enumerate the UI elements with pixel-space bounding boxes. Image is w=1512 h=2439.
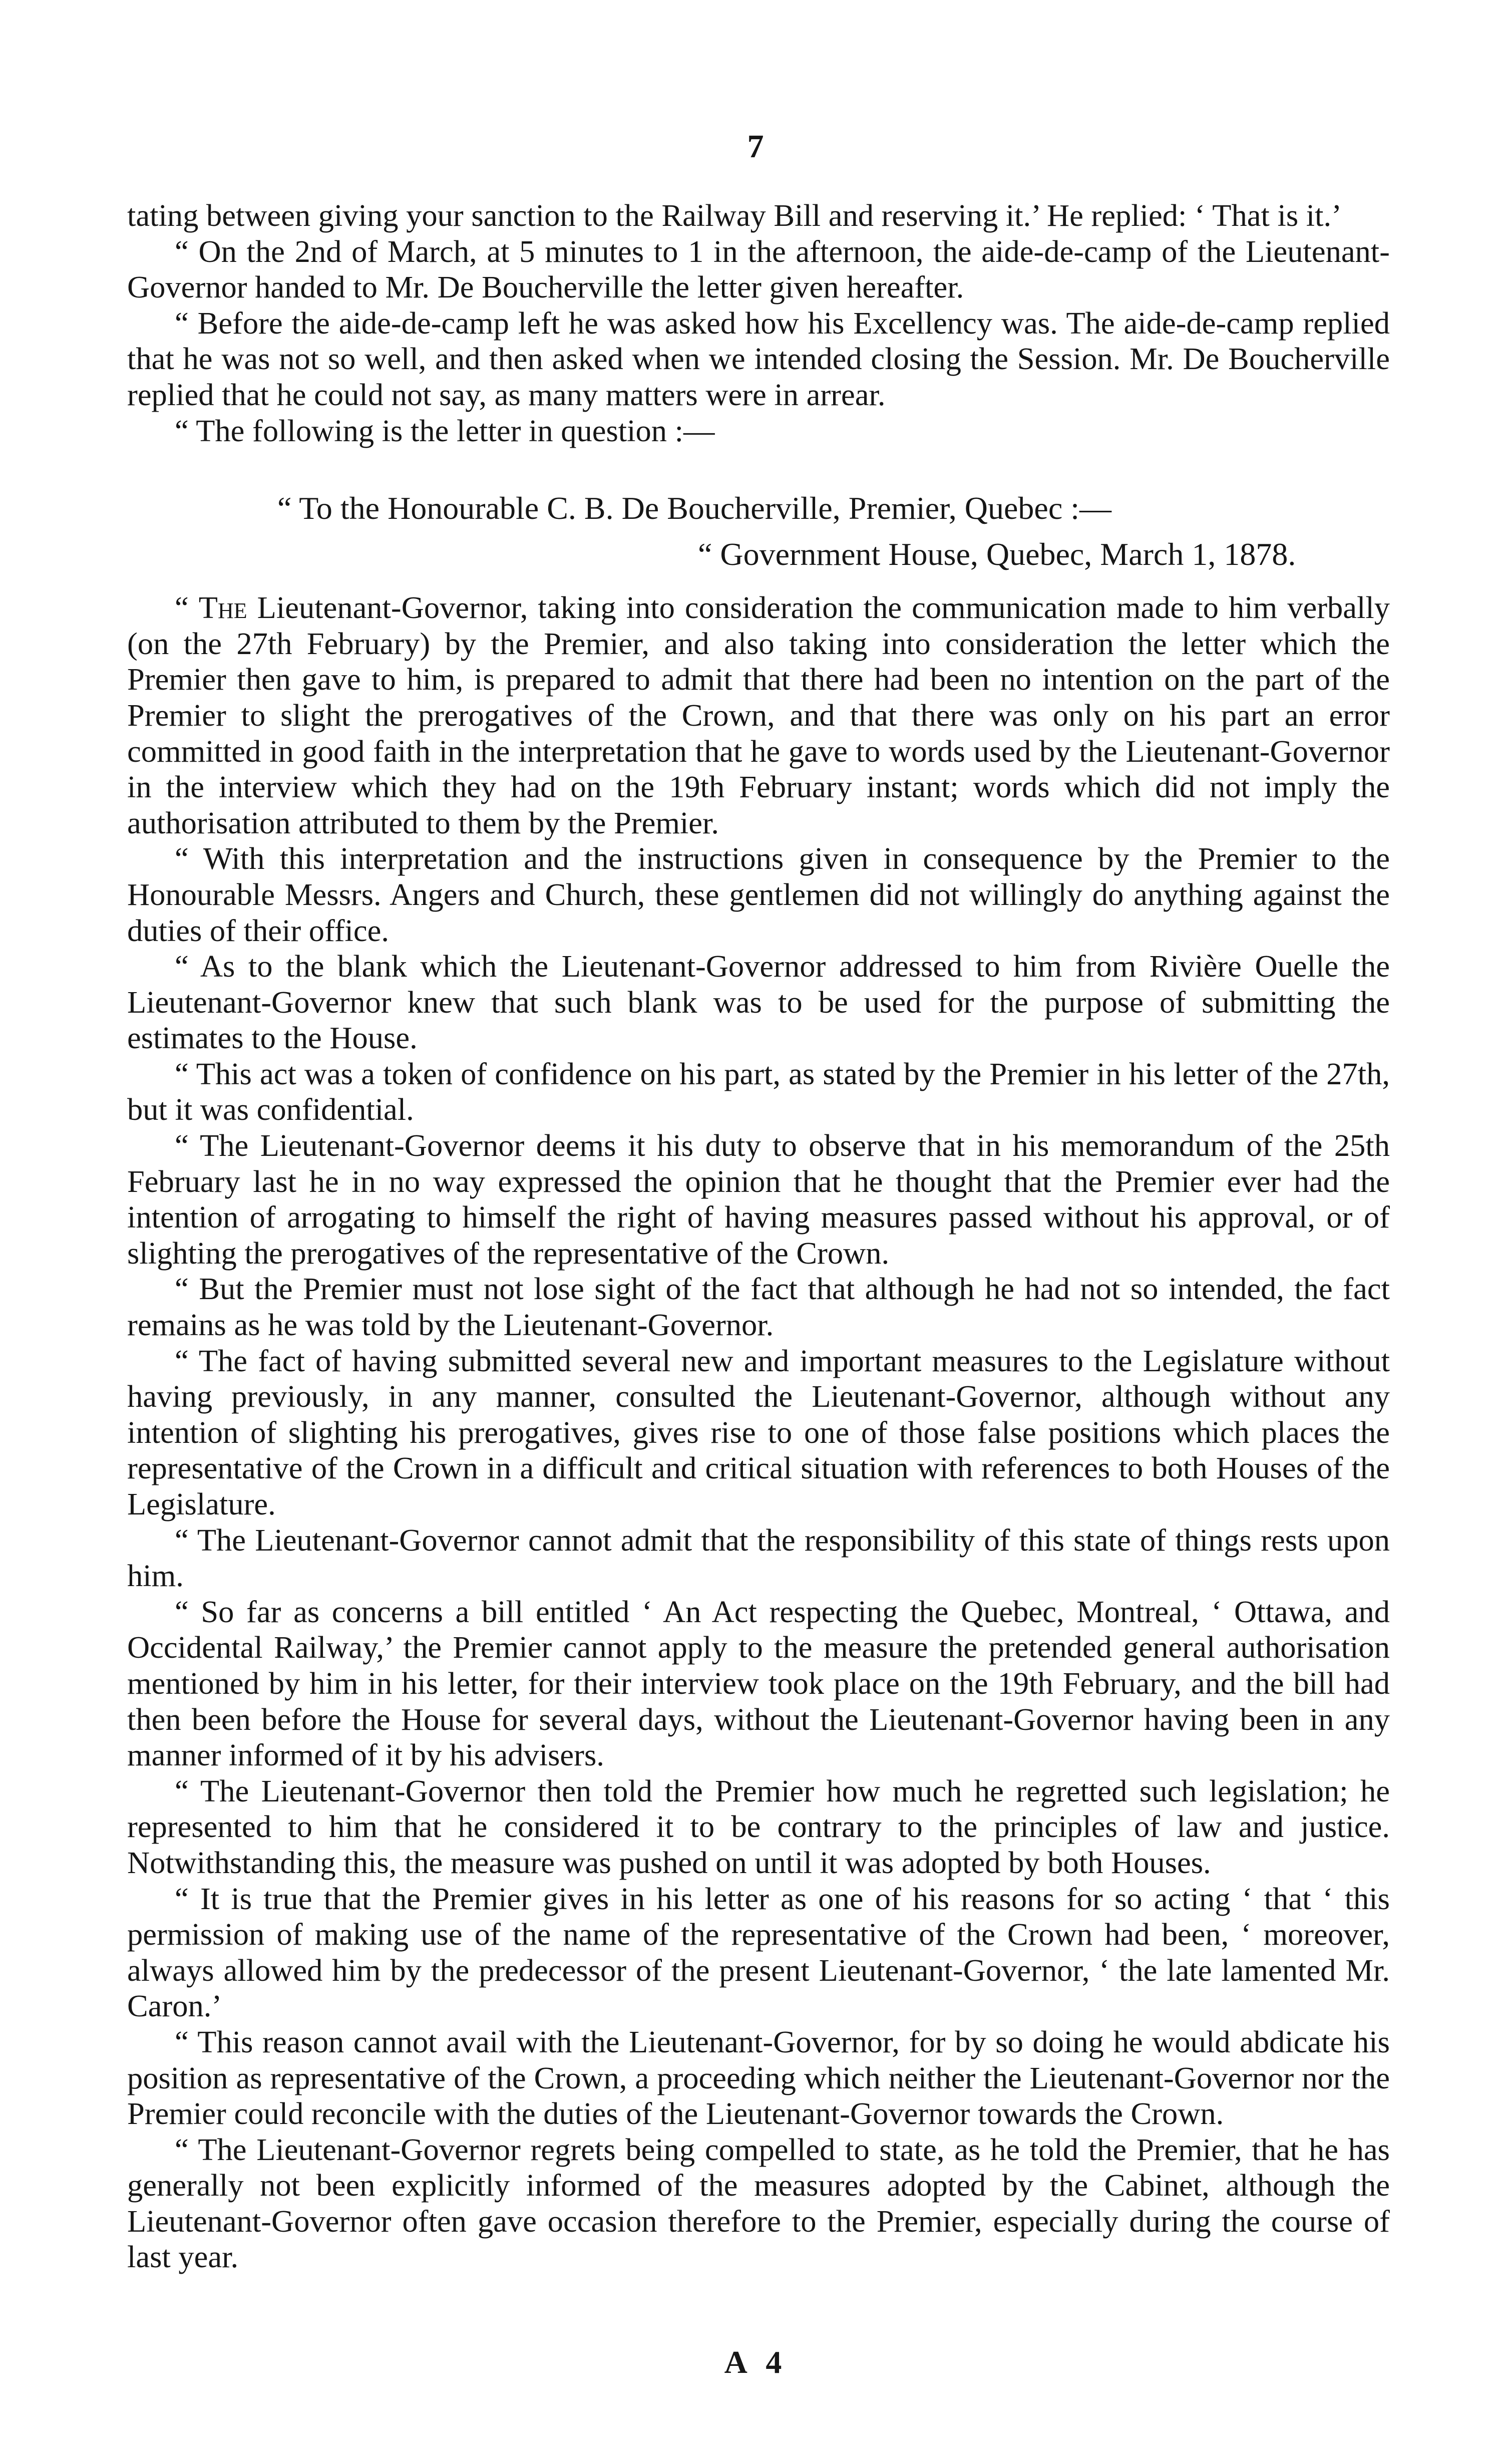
paragraph-continuation: tating between giving your sanction to the Railway Bill and reserving it.’ He replied: ‘ That is it.’ <box>127 198 1342 233</box>
letter-paragraph: “ The Lieutenant-Governor regrets being compelled to state, as he told the Premier, that he has generally not been explicitly informed of the measures adopted by the Cabinet, although the Lieutenant-Governor often gave occasion therefore to the Premier, especially during the course of last year. <box>127 2131 1390 2275</box>
letter-opening-paragraph <box>127 590 1390 841</box>
paragraph-aide-de-camp-arrival: “ On the 2nd of March, at 5 minutes to 1 in the afternoon, the aide-de-camp of the Lieutenant-Governor handed to Mr. De Boucherville the letter given hereafter. <box>127 233 1390 305</box>
letter-address: “ To the Honourable C. B. De Boucherville, Premier, Quebec :— <box>277 490 1111 526</box>
letter-paragraph: “ The Lieutenant-Governor then told the Premier how much he regretted such legislation; he represented to him that he considered it to be contrary to the principles of law and justice. Notwithstanding this, the measure was pushed on until it was adopted by both Houses. <box>127 1773 1390 1880</box>
letter-paragraph: “ With this interpretation and the instructions given in consequence by the Premier to the Honourable Messrs. Angers and Church, these gentlemen did not willingly do anything against the duties of their office. <box>127 841 1390 948</box>
letter-paragraph: “ It is true that the Premier gives in his letter as one of his reasons for so acting ‘ that ‘ this permission of making use of the name of the representative of the Crown had been, ‘ moreover, always allowed him by the predecessor of the present Lieutenant-Governor, ‘ the late lamented Mr. Caron.’ <box>127 1881 1390 2024</box>
letter-paragraph: “ As to the blank which the Lieutenant-Governor addressed to him from Rivière Ouelle the Lieutenant-Governor knew that such blank was to be used for the purpose of submitting the estimates to the House. <box>127 949 1390 1056</box>
letter-paragraph: “ The Lieutenant-Governor deems it his duty to observe that in his memorandum of the 25th February last he in no way expressed the opinion that he thought that the Premier ever had the intention of arrogating to himself the right of having measures passed without his approval, or of slighting the prerogatives of the representative of the Crown. <box>127 1128 1390 1271</box>
letter-paragraph: “ This reason cannot avail with the Lieutenant-Governor, for by so doing he would abdicate his position as representative of the Crown, a proceeding which neither the Lieutenant-Governor nor the Premier could reconcile with the duties of the Lieutenant-Governor towards the Crown. <box>127 2024 1390 2131</box>
letter-paragraph: “ The Lieutenant-Governor cannot admit that the responsibility of this state of things rests upon him. <box>127 1522 1390 1594</box>
letter-paragraph: “ So far as concerns a bill entitled ‘ An Act respecting the Quebec, Montreal, ‘ Ottawa, and Occidental Railway,’ the Premier cannot apply to the measure the pretended general authorisation mentioned by him in his letter, for their interview took place on the 19th February, and the bill had then been before the House for several days, without the Lieutenant-Governor having been in any manner informed of it by his advisers. <box>127 1594 1390 1773</box>
printer-signature-mark: A 4 <box>724 2344 788 2380</box>
opening-word: The <box>198 590 247 626</box>
paragraph-letter-intro: “ The following is the letter in question :— <box>175 413 715 448</box>
letter-paragraph: “ But the Premier must not lose sight of the fact that although he had not so intended, the fact remains as he was told by the Lieutenant-Governor. <box>127 1271 1390 1343</box>
page-number: 7 <box>747 128 765 165</box>
letter-paragraph: “ The fact of having submitted several new and important measures to the Legislature without having previously, in any manner, consulted the Lieutenant-Governor, although without any intention of slighting his prerogatives, gives rise to one of those false positions which places the representative of the Crown in a difficult and critical situation with references to both Houses of the Legislature. <box>127 1343 1390 1521</box>
letter-dateline: “ Government House, Quebec, March 1, 1878. <box>698 536 1296 572</box>
opening-text: Lieutenant-Governor, taking into consideration the communication made to him verbally (on the 27th February) by the Premier, and also taking into consideration the letter which the Premier then gave to him, is prepared to admit that there had been no intention on the part of the Premier to slight the prerogatives of the Crown, and that there was only on his part an error committed in good faith in the interpretation that he gave to words used by the Lieutenant-Governor in the interview which they had on the 19th February instant; words which did not imply the authorisation attributed to them by the Premier. <box>127 590 1390 840</box>
paragraph-excellency-health: “ Before the aide-de-camp left he was asked how his Excellency was. The aide-de-camp replied that he was not so well, and then asked when we intended closing the Session. Mr. De Boucherville replied that he could not say, as many matters were in arrear. <box>127 305 1390 412</box>
opening-quote: “ <box>175 590 199 626</box>
letter-paragraph: “ This act was a token of confidence on his part, as stated by the Premier in his letter of the 27th, but it was confidential. <box>127 1056 1390 1127</box>
body-text <box>127 198 1390 2275</box>
